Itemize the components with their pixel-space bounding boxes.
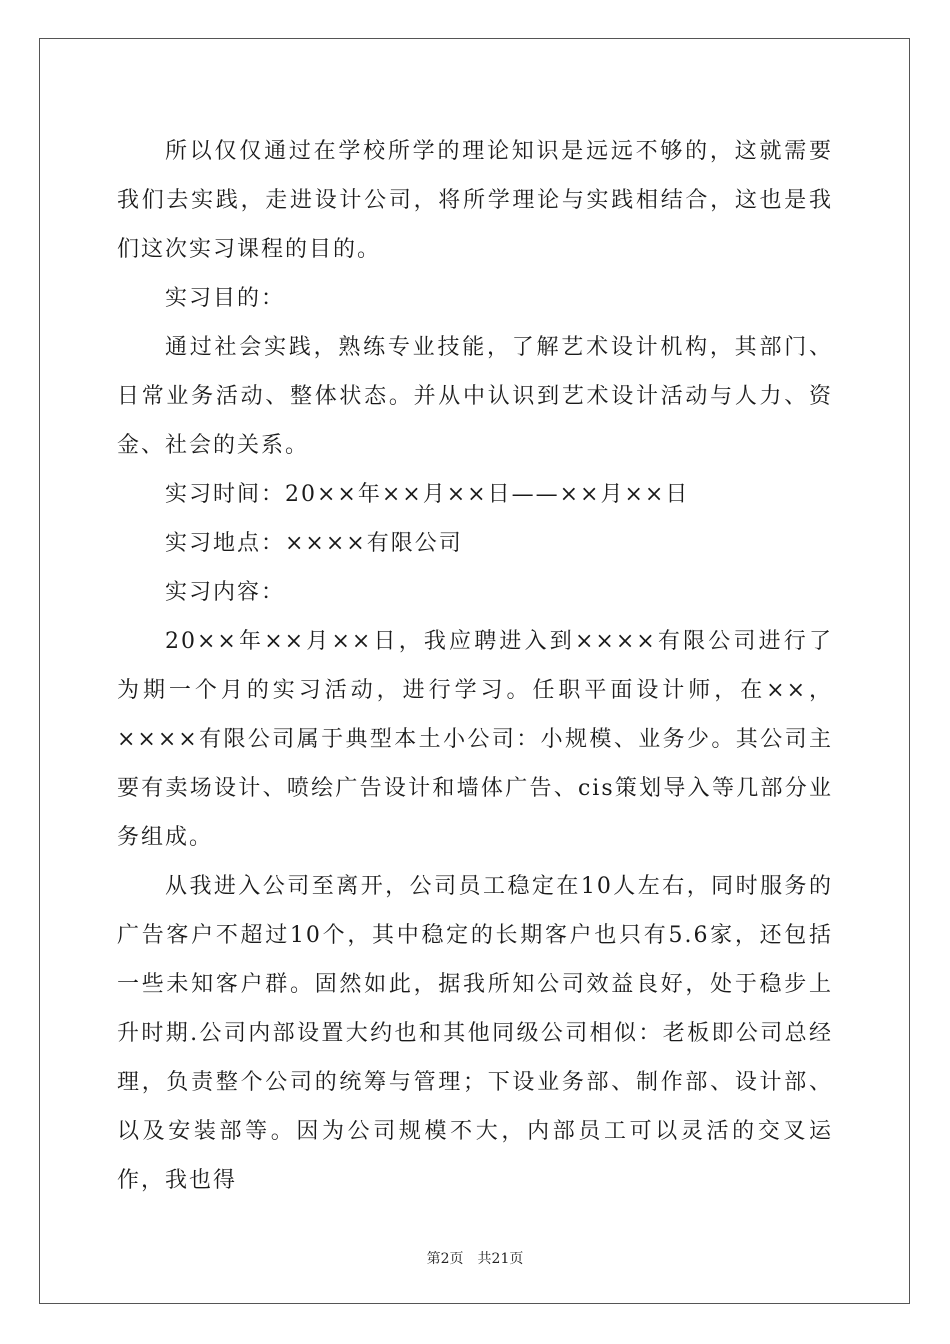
paragraph: 通过社会实践，熟练专业技能，了解艺术设计机构，其部门、日常业务活动、整体状态。并从中认识到艺术设计活动与人力、资金、社会的关系。 [117, 335, 833, 458]
paragraph: 实习地点：××××有限公司 [165, 531, 463, 556]
paragraph: 20××年××月××日，我应聘进入到××××有限公司进行了为期一个月的实习活动，进行学习。任职平面设计师，在××，××××有限公司属于典型本土小公司：小规模、业务少。其公司主要有卖场设计、喷绘广告设计和墙体广告、cis策划导入等几部分业务组成。 [117, 629, 833, 850]
paragraph: 实习目的： [165, 286, 286, 311]
document-body [117, 127, 833, 1205]
paragraph: 实习内容： [165, 580, 286, 605]
paragraph: 所以仅仅通过在学校所学的理论知识是远远不够的，这就需要我们去实践，走进设计公司，将所学理论与实践相结合，这也是我们这次实习课程的目的。 [117, 139, 833, 262]
paragraph: 从我进入公司至离开，公司员工稳定在10人左右，同时服务的广告客户不超过10个，其中稳定的长期客户也只有5.6家，还包括一些未知客户群。固然如此，据我所知公司效益良好，处于稳步上升时期.公司内部设置大约也和其他同级公司相似：老板即公司总经理，负责整个公司的统筹与管理；下设业务部、制作部、设计部、以及安装部等。因为公司规模不大，内部员工可以灵活的交叉运作，我也得 [117, 874, 833, 1193]
page-number-footer: 第2页 共21页 [426, 1251, 524, 1267]
paragraph: 实习时间：20××年××月××日——××月××日 [165, 482, 690, 507]
